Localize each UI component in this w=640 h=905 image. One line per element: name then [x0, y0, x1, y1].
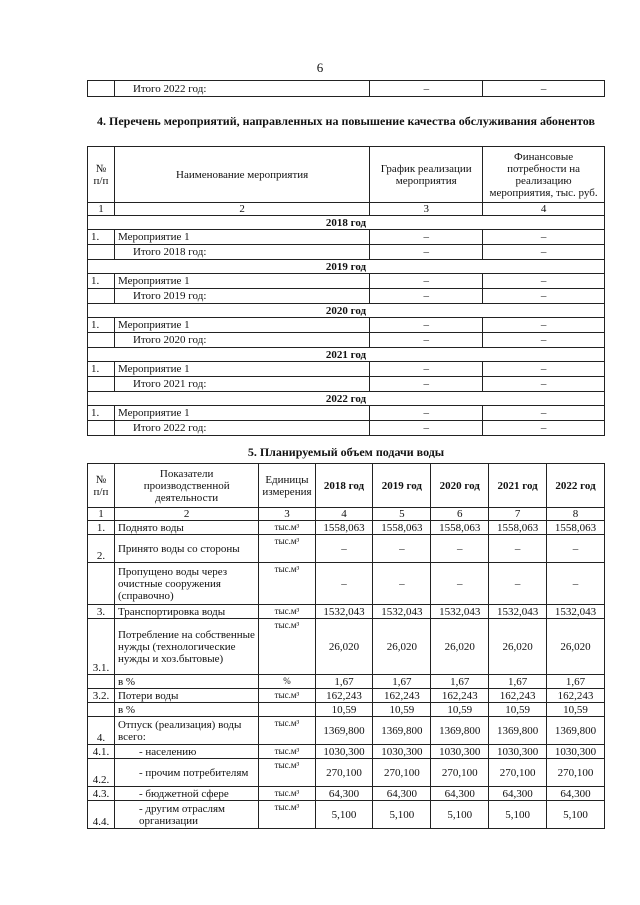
value-cell: 1532,043 — [315, 605, 373, 619]
value-cell: 1532,043 — [431, 605, 489, 619]
value-cell: 1558,063 — [547, 521, 605, 535]
value-cell: – — [483, 289, 605, 304]
indicator-name: в % — [114, 703, 258, 717]
num-cell: 1. — [88, 230, 115, 245]
year-row — [88, 260, 605, 274]
table-row — [88, 535, 605, 563]
value-cell: – — [431, 563, 489, 605]
row-number: 4.1. — [88, 745, 115, 759]
value-cell: 1532,043 — [547, 605, 605, 619]
total-row — [88, 289, 605, 304]
header-cell: 2018 год — [315, 464, 373, 508]
num-cell — [88, 81, 115, 97]
value-cell: 5,100 — [547, 801, 605, 829]
row-number: 3.1. — [88, 619, 115, 675]
row-number — [88, 563, 115, 605]
value-cell: – — [483, 421, 605, 436]
table-row — [88, 717, 605, 745]
index-cell: 6 — [431, 508, 489, 521]
index-cell: 4 — [483, 203, 605, 216]
indicator-name: - населению — [114, 745, 258, 759]
value-cell: 26,020 — [315, 619, 373, 675]
value-cell: 270,100 — [373, 759, 431, 787]
value-cell: – — [431, 535, 489, 563]
value-cell: 64,300 — [489, 787, 547, 801]
water-supply-body — [88, 521, 605, 829]
indicator-name: Потребление на собственные нужды (технологические нужды и хоз.бытовые) — [114, 619, 258, 675]
table-row — [88, 689, 605, 703]
index-cell: 2 — [114, 508, 258, 521]
value-cell: 26,020 — [431, 619, 489, 675]
value-cell: – — [483, 333, 605, 348]
year-label: 2019 год — [88, 260, 605, 274]
header-cell: График реализации мероприятия — [370, 147, 483, 203]
indicator-name: Транспортировка воды — [114, 605, 258, 619]
value-cell: – — [370, 245, 483, 260]
table-row — [88, 759, 605, 787]
total-row — [88, 245, 605, 260]
value-cell: 1532,043 — [489, 605, 547, 619]
num-cell: 1. — [88, 406, 115, 421]
index-cell: 3 — [259, 508, 315, 521]
value-cell: 64,300 — [547, 787, 605, 801]
value-cell: 1,67 — [431, 675, 489, 689]
table-row — [88, 274, 605, 289]
value-cell: 26,020 — [489, 619, 547, 675]
value-cell: 1558,063 — [489, 521, 547, 535]
year-label: 2021 год — [88, 348, 605, 362]
row-number: 1. — [88, 521, 115, 535]
value-cell: 162,243 — [431, 689, 489, 703]
table-row — [88, 521, 605, 535]
unit-cell: тыс.м³ — [259, 717, 315, 745]
value-cell: – — [315, 563, 373, 605]
value-cell: 1030,300 — [431, 745, 489, 759]
value-cell: 1,67 — [489, 675, 547, 689]
year-label: 2018 год — [88, 216, 605, 230]
index-cell: 7 — [489, 508, 547, 521]
header-cell: Единицы измерения — [259, 464, 315, 508]
unit-cell: тыс.м³ — [259, 689, 315, 703]
unit-cell: тыс.м³ — [259, 745, 315, 759]
row-number — [88, 675, 115, 689]
row-number: 4.4. — [88, 801, 115, 829]
year-label: 2022 год — [88, 392, 605, 406]
value-cell: – — [370, 333, 483, 348]
measures-body — [88, 216, 605, 436]
value-cell: – — [370, 362, 483, 377]
row-number: 4.2. — [88, 759, 115, 787]
value-cell: – — [483, 318, 605, 333]
value-cell: 1030,300 — [373, 745, 431, 759]
value-cell: 1369,800 — [489, 717, 547, 745]
total-label: Итого 2021 год: — [114, 377, 369, 392]
num-cell — [88, 245, 115, 260]
value-cell: 1,67 — [315, 675, 373, 689]
value-cell: 26,020 — [547, 619, 605, 675]
value-cell: – — [370, 274, 483, 289]
year-row — [88, 216, 605, 230]
table-row — [88, 745, 605, 759]
value-cell: 1369,800 — [315, 717, 373, 745]
measure-name: Мероприятие 1 — [114, 274, 369, 289]
table-row — [88, 230, 605, 245]
water-supply-table — [87, 463, 605, 829]
value-cell: 270,100 — [547, 759, 605, 787]
value-cell: – — [483, 230, 605, 245]
num-cell — [88, 421, 115, 436]
index-row — [88, 203, 605, 216]
value-cell: 64,300 — [315, 787, 373, 801]
value-cell: – — [373, 535, 431, 563]
value-cell: – — [483, 362, 605, 377]
header-cell: № п/п — [88, 147, 115, 203]
total-label: Итого 2022 год: — [114, 421, 369, 436]
indicator-name: в % — [114, 675, 258, 689]
row-number: 3.2. — [88, 689, 115, 703]
value-cell: 1369,800 — [373, 717, 431, 745]
table-row — [88, 81, 605, 97]
value-cell: 1030,300 — [547, 745, 605, 759]
value-cell: – — [315, 535, 373, 563]
unit-cell: тыс.м³ — [259, 787, 315, 801]
value-cell: – — [483, 81, 605, 97]
row-number: 4. — [88, 717, 115, 745]
unit-cell: тыс.м³ — [259, 759, 315, 787]
value-cell: 1,67 — [547, 675, 605, 689]
value-cell: 5,100 — [431, 801, 489, 829]
total-row — [88, 333, 605, 348]
header-cell: № п/п — [88, 464, 115, 508]
value-cell: 162,243 — [315, 689, 373, 703]
value-cell: 5,100 — [315, 801, 373, 829]
num-cell — [88, 377, 115, 392]
value-cell: 5,100 — [489, 801, 547, 829]
value-cell: 1,67 — [373, 675, 431, 689]
num-cell — [88, 289, 115, 304]
value-cell: – — [370, 377, 483, 392]
value-cell: 270,100 — [489, 759, 547, 787]
value-cell: 270,100 — [431, 759, 489, 787]
indicator-name: Потери воды — [114, 689, 258, 703]
total-row — [88, 421, 605, 436]
num-cell: 1. — [88, 362, 115, 377]
value-cell: – — [483, 377, 605, 392]
value-cell: – — [370, 406, 483, 421]
value-cell: – — [370, 289, 483, 304]
indicator-name: - бюджетной сфере — [114, 787, 258, 801]
unit-cell: тыс.м³ — [259, 619, 315, 675]
table-row — [88, 787, 605, 801]
value-cell: 162,243 — [489, 689, 547, 703]
value-cell: – — [373, 563, 431, 605]
value-cell: 10,59 — [489, 703, 547, 717]
value-cell: 1369,800 — [431, 717, 489, 745]
index-row — [88, 508, 605, 521]
year-row — [88, 304, 605, 318]
value-cell: 1558,063 — [431, 521, 489, 535]
index-cell: 1 — [88, 508, 115, 521]
value-cell: 162,243 — [373, 689, 431, 703]
table-row — [88, 563, 605, 605]
total-label: Итого 2019 год: — [114, 289, 369, 304]
unit-cell: % — [259, 675, 315, 689]
value-cell: – — [489, 563, 547, 605]
header-cell: 2021 год — [489, 464, 547, 508]
value-cell: – — [370, 230, 483, 245]
index-cell: 5 — [373, 508, 431, 521]
value-cell: 1558,063 — [315, 521, 373, 535]
unit-cell: тыс.м³ — [259, 801, 315, 829]
value-cell: 1558,063 — [373, 521, 431, 535]
header-cell: Финансовые потребности на реализацию мероприятия, тыс. руб. — [483, 147, 605, 203]
row-number: 4.3. — [88, 787, 115, 801]
unit-cell: тыс.м³ — [259, 563, 315, 605]
row-number — [88, 703, 115, 717]
unit-cell: тыс.м³ — [259, 535, 315, 563]
value-cell: – — [483, 274, 605, 289]
measure-name: Мероприятие 1 — [114, 362, 369, 377]
value-cell: 1532,043 — [373, 605, 431, 619]
table-row — [88, 605, 605, 619]
value-cell: – — [483, 406, 605, 421]
value-cell: – — [489, 535, 547, 563]
section-4-title: 4. Перечень мероприятий, направленных на повышение качества обслуживания абонентов — [97, 114, 595, 128]
table-row — [88, 703, 605, 717]
index-cell: 8 — [547, 508, 605, 521]
year-label: 2020 год — [88, 304, 605, 318]
value-cell: – — [370, 318, 483, 333]
value-cell: 1030,300 — [489, 745, 547, 759]
value-cell: 5,100 — [373, 801, 431, 829]
indicator-name: Пропущено воды через очистные сооружения (справочно) — [114, 563, 258, 605]
value-cell: 10,59 — [431, 703, 489, 717]
unit-cell: тыс.м³ — [259, 605, 315, 619]
header-row — [88, 464, 605, 508]
value-cell: 270,100 — [315, 759, 373, 787]
total-label: Итого 2020 год: — [114, 333, 369, 348]
value-cell: – — [370, 81, 483, 97]
unit-cell — [259, 703, 315, 717]
value-cell: – — [370, 421, 483, 436]
index-cell: 2 — [114, 203, 369, 216]
table-row — [88, 318, 605, 333]
value-cell: 1369,800 — [547, 717, 605, 745]
table-row — [88, 362, 605, 377]
table-row — [88, 619, 605, 675]
value-cell: 10,59 — [373, 703, 431, 717]
indicator-name: Поднято воды — [114, 521, 258, 535]
header-cell: 2022 год — [547, 464, 605, 508]
indicator-name: - прочим потребителям — [114, 759, 258, 787]
year-row — [88, 348, 605, 362]
header-cell: 2020 год — [431, 464, 489, 508]
unit-cell: тыс.м³ — [259, 521, 315, 535]
num-cell: 1. — [88, 274, 115, 289]
value-cell: – — [483, 245, 605, 260]
indicator-name: - другим отраслям организации — [114, 801, 258, 829]
measure-name: Мероприятие 1 — [114, 230, 369, 245]
value-cell: 10,59 — [315, 703, 373, 717]
table-row — [88, 801, 605, 829]
row-number: 3. — [88, 605, 115, 619]
top-table — [87, 80, 605, 97]
row-number: 2. — [88, 535, 115, 563]
value-cell: 162,243 — [547, 689, 605, 703]
table-row — [88, 406, 605, 421]
index-cell: 4 — [315, 508, 373, 521]
value-cell: 64,300 — [431, 787, 489, 801]
header-cell: Показатели производственной деятельности — [114, 464, 258, 508]
value-cell: 10,59 — [547, 703, 605, 717]
measure-name: Мероприятие 1 — [114, 318, 369, 333]
num-cell — [88, 333, 115, 348]
section-5-title: 5. Планируемый объем подачи воды — [247, 445, 445, 459]
year-row — [88, 392, 605, 406]
page-number: 6 — [316, 60, 324, 75]
value-cell: 1030,300 — [315, 745, 373, 759]
index-cell: 3 — [370, 203, 483, 216]
table-row — [88, 675, 605, 689]
total-row — [88, 377, 605, 392]
value-cell: 64,300 — [373, 787, 431, 801]
header-row — [88, 147, 605, 203]
value-cell: 26,020 — [373, 619, 431, 675]
measures-table — [87, 146, 605, 436]
value-cell: – — [547, 535, 605, 563]
value-cell: – — [547, 563, 605, 605]
measure-name: Мероприятие 1 — [114, 406, 369, 421]
index-cell: 1 — [88, 203, 115, 216]
num-cell: 1. — [88, 318, 115, 333]
indicator-name: Принято воды со стороны — [114, 535, 258, 563]
header-cell: 2019 год — [373, 464, 431, 508]
header-cell: Наименование мероприятия — [114, 147, 369, 203]
total-label: Итого 2022 год: — [114, 81, 370, 97]
total-label: Итого 2018 год: — [114, 245, 369, 260]
indicator-name: Отпуск (реализация) воды всего: — [114, 717, 258, 745]
